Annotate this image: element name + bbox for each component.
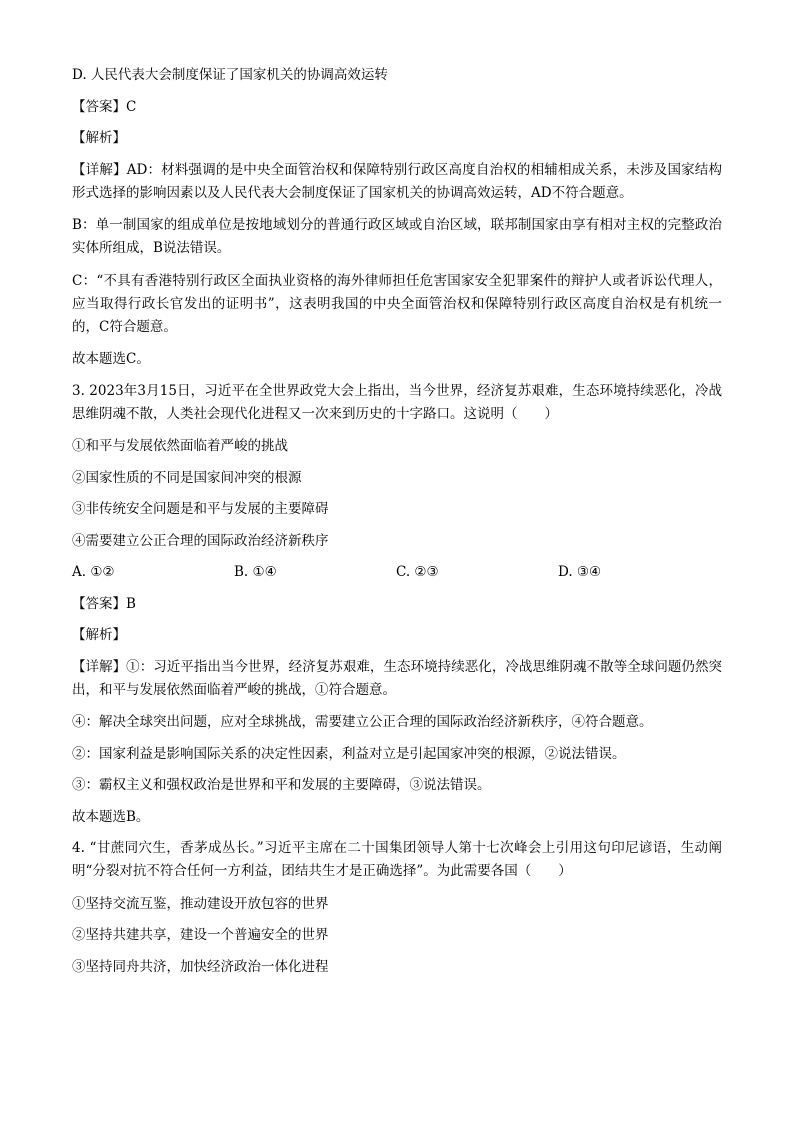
- q3-item-3: ③非传统安全问题是和平与发展的主要障碍: [72, 501, 329, 517]
- q3-detail-4: ④：解决全球突出问题，应对全球挑战，需要建立公正合理的国际政治经济新秩序，④符合题意。: [72, 714, 653, 730]
- q3-option-c: C. ②③: [396, 564, 439, 580]
- q3-option-a: A. ①②: [72, 564, 115, 580]
- q2-conclusion: 故本题选C。: [72, 351, 150, 367]
- q2-option-d: D. 人民代表大会制度保证了国家机关的协调高效运转: [72, 67, 388, 83]
- q4-item-2: ②坚持共建共享，建设一个普遍安全的世界: [72, 927, 329, 943]
- q2-detail-ad: 【详解】AD：材料强调的是中央全面管治权和保障特别行政区高度自治权的相辅相成关系，未涉及国家结构形式选择的影响因素以及人民代表大会制度保证了国家机关的协调高效运转，AD不符合题意。: [72, 161, 722, 201]
- q3-detail-2: ②：国家利益是影响国际关系的决定性因素，利益对立是引起国家冲突的根源，②说法错误。: [72, 745, 626, 762]
- q3-conclusion: 故本题选B。: [72, 808, 150, 825]
- q3-options: [72, 561, 722, 583]
- q2-analysis-heading: 【解析】: [72, 130, 126, 146]
- q3-item-2: ②国家性质的不同是国家间冲突的根源: [72, 469, 302, 486]
- q3-option-d: D. ③④: [558, 564, 602, 580]
- q2-answer: 【答案】C: [72, 98, 137, 115]
- q4-item-3: ③坚持同舟共济，加快经济政治一体化进程: [72, 958, 329, 975]
- q3-detail-3: ③：霸权主义和强权政治是世界和平和发展的主要障碍，③说法错误。: [72, 777, 491, 793]
- q3-detail-1: 【详解】①：习近平指出当今世界，经济复苏艰难，生态环境持续恶化，冷战思维阴魂不散等全球问题仍然突出，和平与发展依然面临着严峻的挑战，①符合题意。: [72, 658, 722, 698]
- q3-analysis-heading: 【解析】: [72, 627, 126, 643]
- q4-stem: 4. “甘蔗同穴生，香茅成丛长。”习近平主席在二十国集团领导人第十七次峰会上引用这句印尼谚语，生动阐明“分裂对抗不符合任何一方利益，团结共生才是正确选择”。为此需要各国（ ）: [72, 840, 722, 879]
- q2-detail-b: B：单一制国家的组成单位是按地域划分的普通行政区域或自治区域，联邦制国家由享有相对主权的完整政治实体所组成，B说法错误。: [72, 217, 722, 256]
- q3-stem: 3. 2023年3月15日，习近平在全世界政党大会上指出，当今世界，经济复苏艰难，生态环境持续恶化，冷战思维阴魂不散，人类社会现代化进程又一次来到历史的十字路口。这说明（ ）: [72, 382, 722, 422]
- q2-detail-c: C：“不具有香港特别行政区全面执业资格的海外律师担任危害国家安全犯罪案件的辩护人或者诉讼代理人，应当取得行政长官发出的证明书”，这表明我国的中央全面管治权和保障特别行政区高度自治权是有机统一的，C符合题意。: [72, 272, 722, 335]
- q3-answer: 【答案】B: [72, 595, 136, 612]
- q4-item-1: ①坚持交流互鉴，推动建设开放包容的世界: [72, 895, 329, 912]
- document-page: [72, 64, 722, 987]
- q3-item-4: ④需要建立公正合理的国际政治经济新秩序: [72, 532, 329, 549]
- q3-item-1: ①和平与发展依然面临着严峻的挑战: [72, 438, 288, 454]
- q3-option-b: B. ①④: [234, 564, 277, 580]
